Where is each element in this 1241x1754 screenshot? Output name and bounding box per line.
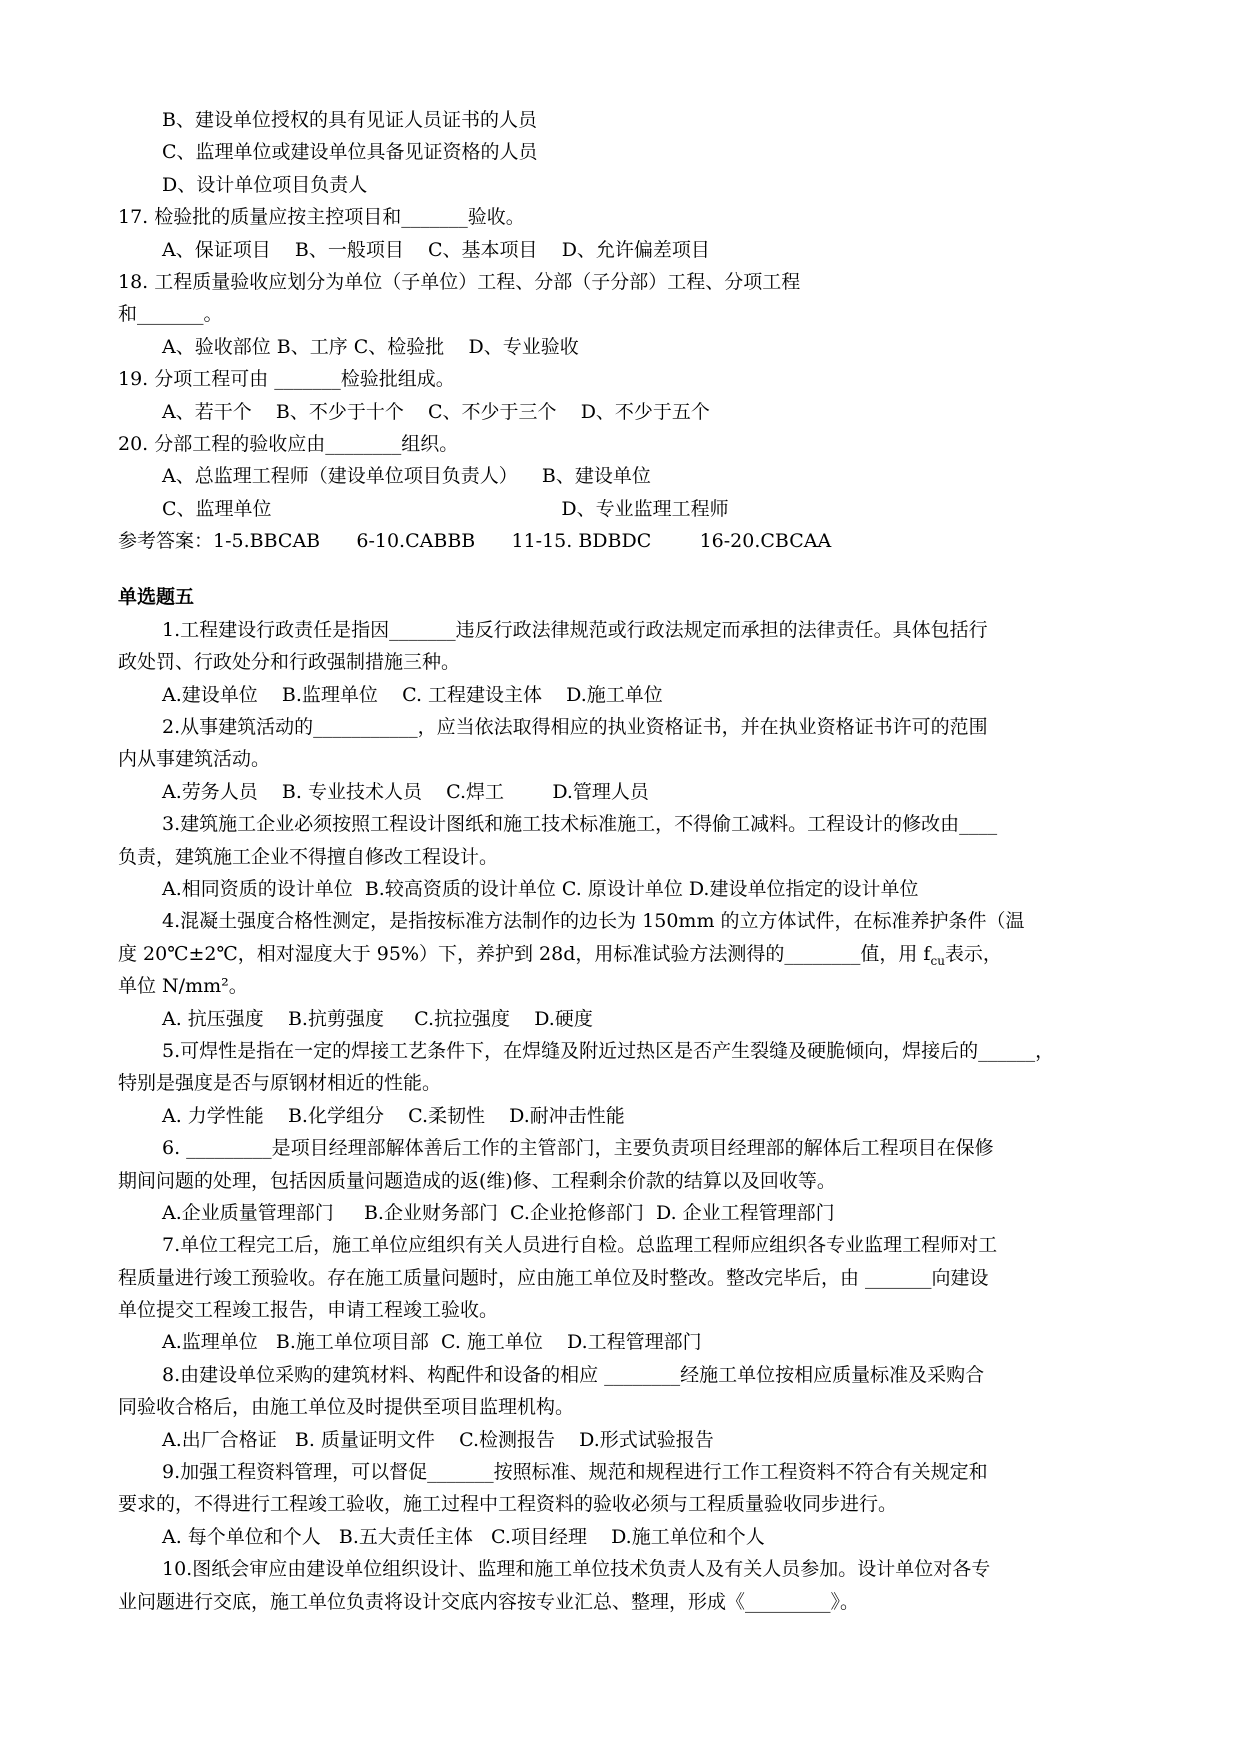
text-line: 20. 分部工程的验收应由________组织。 [118,432,459,455]
text-line: A、验收部位 B、工序 C、检验批 D、专业验收 [162,335,579,358]
text-line: 度 20℃±2℃，相对湿度大于 95%）下，养护到 28d，用标准试验方法测得的________值，用 $f_{cu}$表示， [118,942,1002,968]
document-page [118,104,1158,1618]
text-line: 特别是强度是否与原钢材相近的性能。 [118,1072,442,1095]
text-line: A.企业质量管理部门 B.企业财务部门 C.企业抢修部门 D. 企业工程管理部门 [162,1201,835,1224]
question-block-section-5 [118,614,1158,1618]
text-line: A.建设单位 B.监理单位 C. 工程建设主体 D.施工单位 [162,683,663,706]
text-line: B、建设单位授权的具有见证人员证书的人员 [162,109,537,131]
text-line: 政处罚、行政处分和行政强制措施三种。 [118,651,461,674]
text-line: 1.工程建设行政责任是指因_______违反行政法律规范或行政法规定而承担的法律责任。具体包括行 [162,618,988,641]
text-line: 10.图纸会审应由建设单位组织设计、监理和施工单位技术负责人及有关人员参加。设计单位对各专 [162,1558,991,1581]
text-line: 6. _________是项目经理部解体善后工作的主管部门，主要负责项目经理部的解体后工程项目在保修 [162,1137,994,1160]
text-line: 17. 检验批的质量应按主控项目和_______验收。 [118,206,525,229]
text-line: 负责，建筑施工企业不得擅自修改工程设计。 [118,845,499,868]
text-line: 9.加强工程资料管理，可以督促_______按照标准、规范和规程进行工作工程资料不符合有关规定和 [162,1461,988,1484]
text-line: 8.由建设单位采购的建筑材料、构配件和设备的相应 ________经施工单位按相应质量标准及采购合 [162,1363,985,1386]
text-line: A. 抗压强度 B.抗剪强度 C.抗拉强度 D.硬度 [162,1007,593,1030]
text-line: 期间问题的处理，包括因质量问题造成的返(维)修、工程剩余价款的结算以及回收等。 [118,1169,836,1192]
text-line: 3.建筑施工企业必须按照工程设计图纸和施工技术标准施工，不得偷工减料。工程设计的修改由____ [162,813,998,836]
question-block-16-20 [118,104,1158,557]
text-line: A. 每个单位和个人 B.五大责任主体 C.项目经理 D.施工单位和个人 [162,1525,765,1548]
subscript-cu: cu [930,953,945,968]
text-line: A.相同资质的设计单位 B.较高资质的设计单位 C. 原设计单位 D.建设单位指定的设计单位 [162,877,919,900]
text-line: A.出厂合格证 B. 质量证明文件 C.检测报告 D.形式试验报告 [162,1428,714,1451]
text-line: A. 力学性能 B.化学组分 C.柔韧性 D.耐冲击性能 [162,1104,625,1127]
text-line: 内从事建筑活动。 [118,748,271,771]
text-line: 单位提交工程竣工报告，申请工程竣工验收。 [118,1299,499,1322]
text-line: 同验收合格后，由施工单位及时提供至项目监理机构。 [118,1396,575,1419]
text-line: 单位 N/mm²。 [118,975,248,998]
text-line: 要求的，不得进行工程竣工验收，施工过程中工程资料的验收必须与工程质量验收同步进行。 [118,1493,898,1516]
text-line: 7.单位工程完工后，施工单位应组织有关人员进行自检。总监理工程师应组织各专业监理工程师对工 [162,1234,998,1257]
text-line: A、保证项目 B、一般项目 C、基本项目 D、允许偏差项目 [162,238,710,261]
text-line: A、总监理工程师（建设单位项目负责人） B、建设单位 [162,465,651,488]
text-line: C、监理单位或建设单位具备见证资格的人员 [162,141,538,164]
text-line: 19. 分项工程可由 _______检验批组成。 [118,368,455,391]
text-line: C、监理单位 D、专业监理工程师 [162,497,729,520]
text-line: 5.可焊性是指在一定的焊接工艺条件下，在焊缝及附近过热区是否产生裂缝及硬脆倾向，焊接后的______， [162,1039,1055,1062]
q4-tail-text: 表示， [944,942,1002,965]
text-line: 18. 工程质量验收应划分为单位（子单位）工程、分部（子分部）工程、分项工程 [118,270,801,293]
text-line: 程质量进行竣工预验收。存在施工质量问题时，应由施工单位及时整改。整改完毕后，由 _______向建设 [118,1266,989,1289]
text-line: 和_______。 [118,303,223,326]
text-line: A.监理单位 B.施工单位项目部 C. 施工单位 D.工程管理部门 [162,1331,702,1354]
text-line: D、设计单位项目负责人 [162,173,368,196]
section-spacer [118,557,1158,581]
section-heading: 单选题五 [118,586,195,609]
text-line: A、若干个 B、不少于十个 C、不少于三个 D、不少于五个 [162,400,710,423]
text-line: 4.混凝土强度合格性测定，是指按标准方法制作的边长为 150mm 的立方体试件，在标准养护条件（温 [162,910,1025,933]
text-line: 2.从事建筑活动的___________，应当依法取得相应的执业资格证书，并在执业资格证书许可的范围 [162,716,988,739]
text-line: 参考答案：1-5.BBCAB 6-10.CABBB 11-15. BDBDC 16-20.CBCAA [118,530,832,553]
text-line: A.劳务人员 B. 专业技术人员 C.焊工 D.管理人员 [162,780,649,803]
text-line: 业问题进行交底，施工单位负责将设计交底内容按专业汇总、整理，形成《_________》。 [118,1590,860,1613]
